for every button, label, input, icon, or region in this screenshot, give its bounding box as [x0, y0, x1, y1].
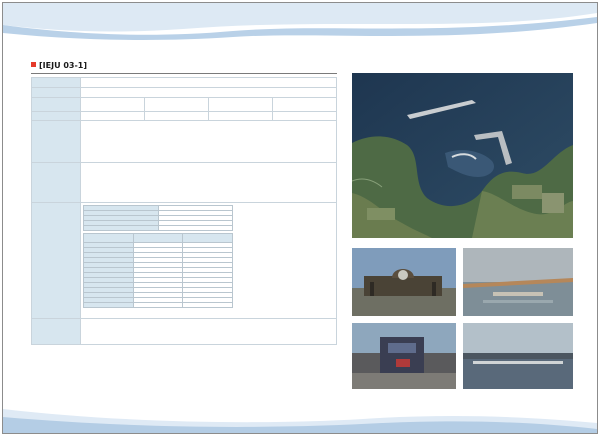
photo-3-image	[352, 323, 456, 389]
aerial-photo	[352, 73, 573, 238]
aerial-photo-image	[352, 73, 573, 238]
table-header-row	[84, 234, 233, 243]
row-header	[32, 98, 81, 112]
table-row	[32, 112, 337, 121]
table-cell	[209, 112, 273, 121]
table-cell	[81, 98, 145, 112]
table-row	[84, 226, 233, 231]
inner-table-2	[83, 233, 233, 308]
table-cell	[158, 226, 233, 231]
photo-3	[352, 323, 456, 389]
table-cell	[145, 98, 209, 112]
table-cell	[273, 98, 337, 112]
header-wave-decoration	[3, 3, 597, 55]
bullet-cell	[81, 121, 337, 163]
row-value	[81, 78, 337, 88]
table-cell	[183, 303, 233, 308]
column-header	[84, 234, 134, 243]
title-underline	[31, 73, 337, 74]
table-cell	[84, 303, 134, 308]
footer-wave-decoration	[3, 393, 597, 433]
row-header	[32, 319, 81, 345]
footer-text-cell	[81, 319, 337, 345]
table-row	[32, 98, 337, 112]
table-row	[32, 203, 337, 319]
table-cell	[81, 112, 145, 121]
nested-tables-cell	[81, 203, 337, 319]
document-page	[2, 2, 598, 434]
bullet-cell	[81, 163, 337, 203]
photo-4-image	[463, 323, 573, 389]
row-header	[32, 121, 81, 163]
page-title: [IEJU 03-1]	[31, 61, 87, 70]
table-cell	[84, 226, 159, 231]
table-cell	[209, 98, 273, 112]
photo-1	[352, 248, 456, 316]
info-table	[31, 77, 337, 345]
table-cell	[273, 112, 337, 121]
table-row	[84, 303, 233, 308]
photo-2	[463, 248, 573, 316]
row-value	[81, 88, 337, 98]
table-row	[32, 88, 337, 98]
inner-table-1	[83, 205, 233, 231]
row-header	[32, 78, 81, 88]
row-header	[32, 203, 81, 319]
photo-4	[463, 323, 573, 389]
bullet-list	[83, 180, 334, 186]
title-bullet-icon	[31, 62, 36, 67]
table-row	[32, 78, 337, 88]
table-cell	[145, 112, 209, 121]
column-header	[133, 234, 183, 243]
row-header	[32, 112, 81, 121]
table-cell	[133, 303, 183, 308]
table-row	[32, 163, 337, 203]
row-header	[32, 163, 81, 203]
bullet-list	[83, 138, 334, 145]
photo-1-image	[352, 248, 456, 316]
column-header	[183, 234, 233, 243]
table-row	[32, 319, 337, 345]
row-header	[32, 88, 81, 98]
photo-2-image	[463, 248, 573, 316]
table-row	[32, 121, 337, 163]
